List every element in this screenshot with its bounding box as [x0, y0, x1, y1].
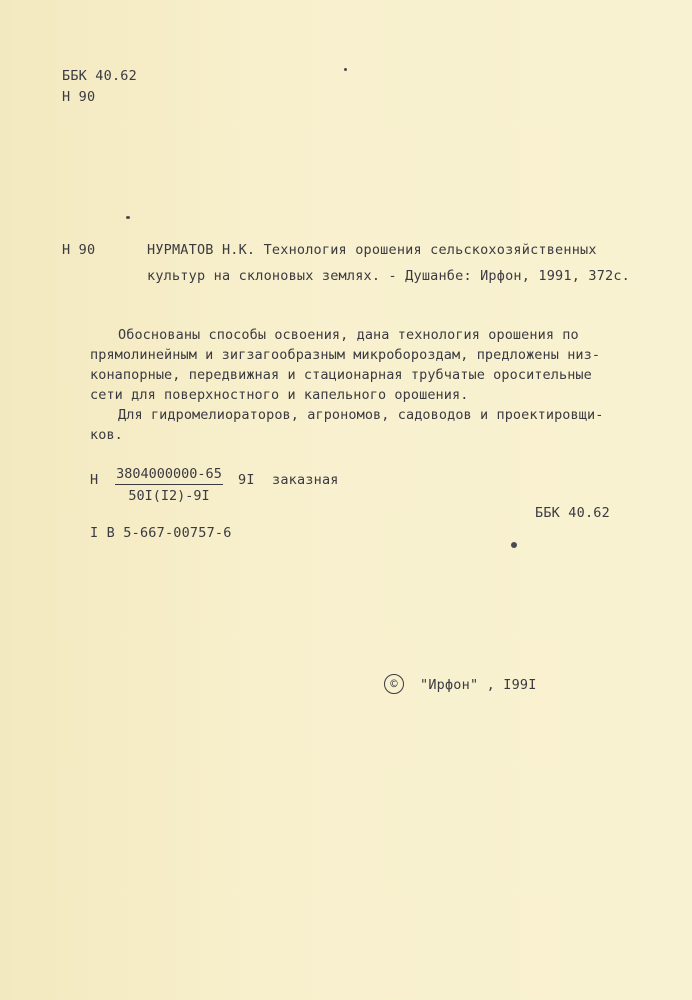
index-number: 9I	[238, 472, 255, 488]
copyright-text: "Ирфон" , I99I	[420, 677, 537, 693]
copyright-icon: ©	[384, 674, 404, 694]
abstract-line: Обоснованы способы освоения, дана технология орошения по	[118, 327, 579, 343]
bbk-code: ББК 40.62	[62, 68, 137, 84]
citation-line-2: культур на склоновых землях. - Душанбе: Ирфон, 1991, 372с.	[147, 268, 631, 284]
index-word: заказная	[272, 472, 339, 488]
index-prefix: Н	[90, 472, 99, 488]
bbk-code-right: ББК 40.62	[535, 505, 610, 521]
index-fraction	[115, 466, 223, 504]
index-denominator: 50I(I2)-9I	[128, 488, 210, 504]
speck	[126, 216, 130, 219]
speck	[511, 542, 517, 548]
index-numerator: 3804000000-65	[115, 466, 223, 485]
citation-line-1: НУРМАТОВ Н.К. Технология орошения сельскохозяйственных	[147, 242, 597, 258]
abstract-line: конапорные, передвижная и стационарная трубчатые оросительные	[90, 367, 592, 383]
abstract-line: Для гидромелиораторов, агрономов, садоводов и проектировщи-	[118, 407, 604, 423]
abstract-line: прямолинейным и зигзагообразным микробороздам, предложены низ-	[90, 347, 601, 363]
speck	[344, 68, 347, 71]
citation-code: Н 90	[62, 242, 96, 258]
abstract-line: ков.	[90, 427, 123, 443]
isbn: I В 5-667-00757-6	[90, 525, 232, 541]
author-mark: Н 90	[62, 89, 96, 105]
abstract	[90, 325, 610, 445]
abstract-line: сети для поверхностного и капельного орошения.	[90, 387, 469, 403]
